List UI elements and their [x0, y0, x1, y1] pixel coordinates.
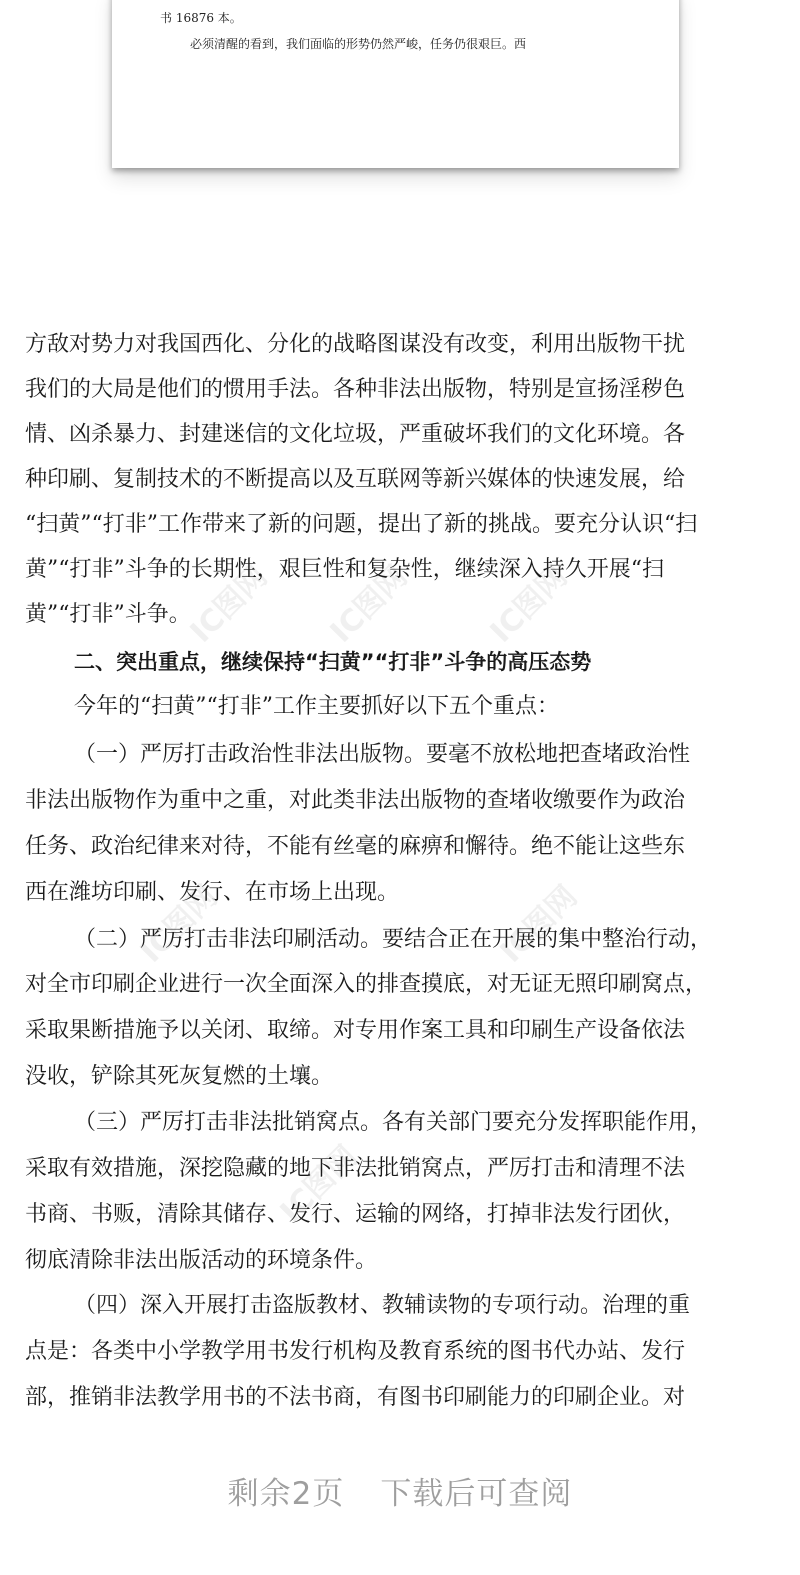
watermark: IC图网	[273, 1139, 365, 1230]
body-line: 采取果断措施予以关闭、取缔。对专用作案工具和印刷生产设备依法	[25, 1018, 686, 1043]
body-line: （三）严厉打击非法批销窝点。各有关部门要充分发挥职能作用，	[74, 1110, 713, 1135]
watermark: IC图网	[493, 879, 585, 970]
body-line: 书商、书贩，清除其储存、发行、运输的网络，打掉非法发行团伙，	[25, 1202, 686, 1227]
body-line: 任务、政治纪律来对待，不能有丝毫的麻痹和懈待。绝不能让这些东	[25, 834, 686, 859]
section-heading: 二、突出重点，继续保持“扫黄”“打非”斗争的高压态势	[74, 650, 592, 674]
body-line: 种印刷、复制技术的不断提高以及互联网等新兴媒体的快速发展，给	[25, 467, 686, 492]
body-line: 黄”“打非”斗争的长期性，艰巨性和复杂性，继续深入持久开展“扫	[25, 557, 664, 582]
watermark: IC图网	[323, 559, 415, 650]
body-line: 黄”“打非”斗争。	[25, 602, 191, 627]
body-line: 西在潍坊印刷、发行、在市场上出现。	[25, 880, 400, 905]
body-line: 彻底清除非法出版活动的环境条件。	[25, 1248, 378, 1273]
body-line: 非法出版物作为重中之重，对此类非法出版物的查堵收缴要作为政治	[25, 788, 686, 813]
body-line: “扫黄”“打非”工作带来了新的问题，提出了新的挑战。要充分认识“扫	[25, 512, 698, 537]
remaining-pages-label: 剩余2页	[227, 1476, 345, 1512]
preview-line-2: 必须清醒的看到，我们面临的形势仍然严峻，任务仍很艰巨。西	[190, 37, 527, 51]
body-line: 情、凶杀暴力、封建迷信的文化垃圾，严重破坏我们的文化环境。各	[25, 422, 686, 447]
body-line: （四）深入开展打击盗版教材、教辅读物的专项行动。治理的重	[74, 1293, 691, 1318]
watermark: IC图网	[183, 559, 275, 650]
body-line: （一）严厉打击政治性非法出版物。要毫不放松地把查堵政治性	[74, 742, 691, 767]
download-prompt[interactable]	[0, 1468, 800, 1513]
body-line: 对全市印刷企业进行一次全面深入的排查摸底，对无证无照印刷窝点，	[25, 972, 708, 997]
body-line: 方敌对势力对我国西化、分化的战略图谋没有改变，利用出版物干扰	[25, 332, 686, 357]
watermark: IC图网	[483, 559, 575, 650]
body-line: 我们的大局是他们的惯用手法。各种非法出版物，特别是宣扬淫秽色	[25, 377, 686, 402]
document-preview-page	[112, 0, 679, 168]
body-line: 没收，铲除其死灰复燃的土壤。	[25, 1064, 334, 1089]
watermark: IC图网	[133, 879, 225, 970]
body-line: 今年的“扫黄”“打非”工作主要抓好以下五个重点：	[74, 694, 559, 719]
preview-line-1: 书 16876 本。	[160, 11, 242, 25]
body-line: 部，推销非法教学用书的不法书商，有图书印刷能力的印刷企业。对	[25, 1385, 686, 1410]
download-to-view-label: 下载后可查阅	[380, 1476, 573, 1512]
body-line: 采取有效措施，深挖隐藏的地下非法批销窝点，严厉打击和清理不法	[25, 1156, 686, 1181]
body-line: （二）严厉打击非法印刷活动。要结合正在开展的集中整治行动，	[74, 927, 713, 952]
body-line: 点是：各类中小学教学用书发行机构及教育系统的图书代办站、发行	[25, 1339, 686, 1364]
